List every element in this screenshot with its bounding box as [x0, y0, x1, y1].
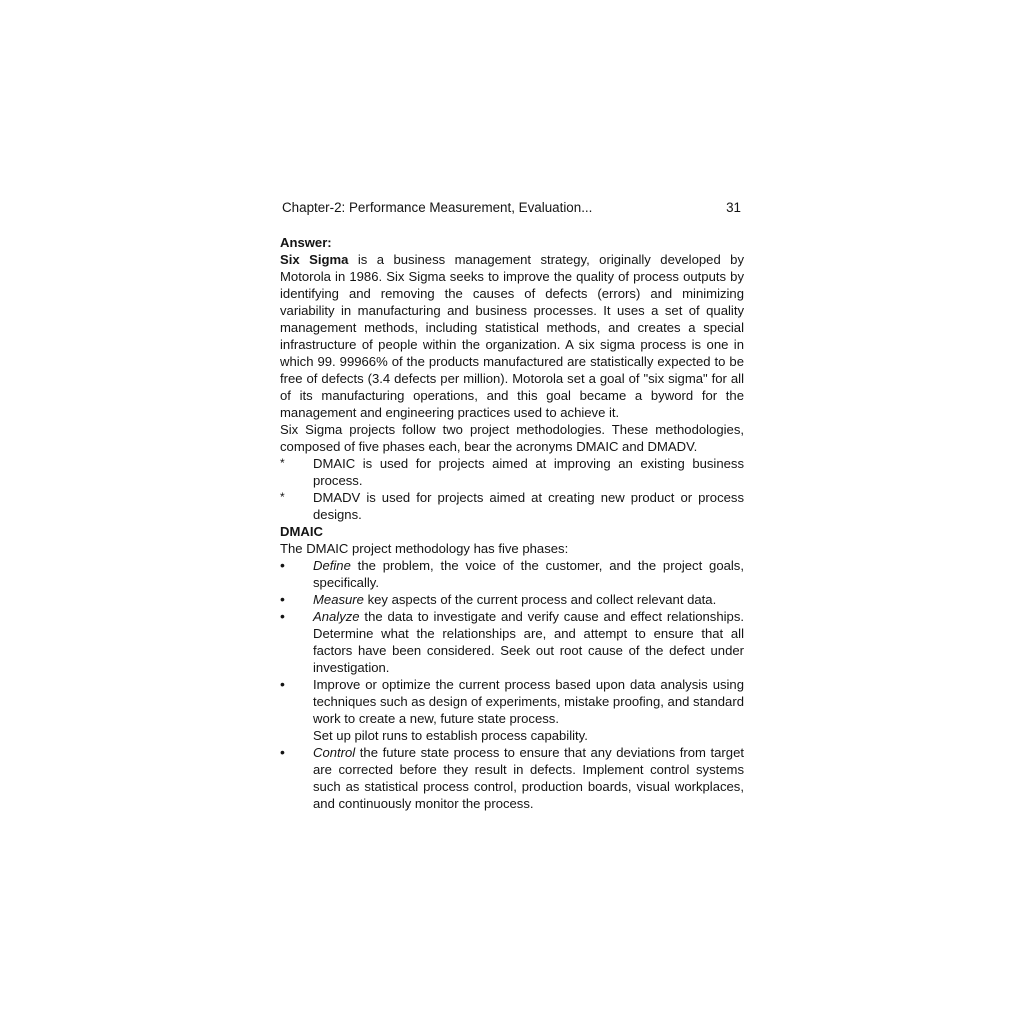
- bullet-marker: •: [280, 608, 285, 624]
- list-item-text: DMAIC is used for projects aimed at improving an existing business process.: [313, 456, 744, 488]
- intro-term: Six Sigma: [280, 252, 349, 267]
- phase-text: the problem, the voice of the customer, and the project goals, specifically.: [313, 558, 744, 590]
- phase-term: Define: [313, 558, 351, 573]
- list-item: [280, 455, 744, 489]
- bullet-marker: •: [280, 744, 285, 760]
- page-number: 31: [726, 200, 741, 215]
- phase-list: [280, 557, 744, 812]
- methodologies-paragraph: Six Sigma projects follow two project methodologies. These methodologies, composed of five phases each, bear the acronyms DMAIC and DMADV.: [280, 422, 744, 454]
- phase-analyze: [280, 608, 744, 676]
- list-item-text: DMADV is used for projects aimed at creating new product or process designs.: [313, 490, 744, 522]
- list-item: [280, 489, 744, 523]
- improve-extra-line: Set up pilot runs to establish process capability.: [313, 728, 588, 743]
- intro-text: is a business management strategy, originally developed by Motorola in 1986. Six Sigma seeks to improve the quality of process outputs by identifying and removing the causes of defects (errors) and minimizing variability in manufacturing and business processes. It uses a set of quality management methods, including statistical methods, and creates a special infrastructure of people within the organization. A six sigma process is one in which 99. 99966% of the products manufactured are statistically expected to be free of defects (3.4 defects per million). Motorola set a goal of "six sigma" for all of its manufacturing operations, and this goal became a byword for the management and engineering practices used to achieve it.: [280, 252, 744, 420]
- phase-term: Control: [313, 745, 356, 760]
- methodology-list: [280, 455, 744, 523]
- phase-term: Measure: [313, 592, 364, 607]
- phase-measure: [280, 591, 744, 608]
- book-page: [280, 199, 744, 812]
- dmaic-heading: DMAIC: [280, 524, 323, 539]
- bullet-marker: •: [280, 557, 285, 573]
- phase-define: [280, 557, 744, 591]
- bullet-marker: •: [280, 591, 285, 607]
- phase-term: Analyze: [313, 609, 360, 624]
- phase-text: Improve or optimize the current process based upon data analysis using techniques such as design of experiments, mistake proofing, and standard work to create a new, future state process.: [313, 677, 744, 726]
- header-spacer: [280, 216, 744, 234]
- chapter-title: Chapter-2: Performance Measurement, Evaluation...: [282, 200, 593, 215]
- asterisk-marker: *: [280, 456, 285, 470]
- phase-control: [280, 744, 744, 812]
- phase-text: the data to investigate and verify cause and effect relationships. Determine what the relationships are, and attempt to ensure that all factors have been considered. Seek out root cause of the defect under investigation.: [313, 609, 744, 675]
- answer-label: Answer:: [280, 235, 332, 250]
- dmaic-intro: The DMAIC project methodology has five phases:: [280, 541, 569, 556]
- running-header: [280, 199, 744, 216]
- phase-improve: [280, 676, 744, 744]
- intro-paragraph: [280, 251, 744, 421]
- phase-text: the future state process to ensure that any deviations from target are corrected before they result in defects. Implement control systems such as statistical process control, production boards, visual workplaces, and continuously monitor the process.: [313, 745, 744, 811]
- asterisk-marker: *: [280, 490, 285, 504]
- phase-text: key aspects of the current process and collect relevant data.: [363, 592, 717, 607]
- bullet-marker: •: [280, 676, 285, 692]
